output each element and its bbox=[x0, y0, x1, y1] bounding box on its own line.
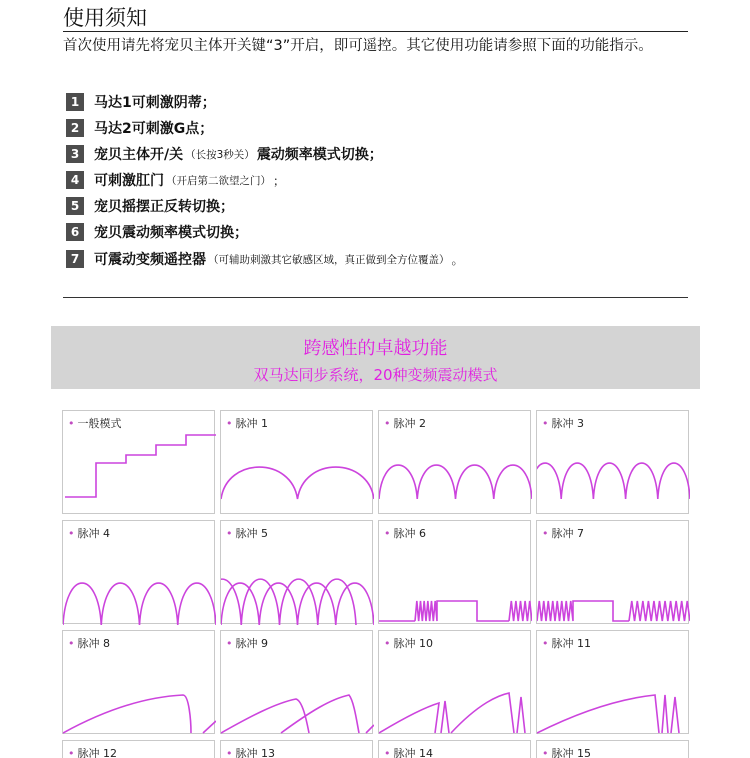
mode-panel bbox=[536, 410, 689, 514]
function-item-5 bbox=[66, 196, 234, 216]
bullet-icon: • bbox=[68, 527, 75, 540]
waveform-line bbox=[537, 601, 690, 621]
mode-panel bbox=[220, 410, 373, 514]
mode-label bbox=[226, 525, 268, 541]
bullet-icon: • bbox=[226, 637, 233, 650]
mode-panel bbox=[220, 740, 373, 758]
mode-panel bbox=[62, 520, 215, 624]
mode-label bbox=[68, 745, 117, 758]
waveform-line bbox=[379, 693, 525, 733]
mode-panel bbox=[536, 630, 689, 734]
waveform-line bbox=[379, 601, 532, 621]
title-divider bbox=[63, 31, 688, 32]
mode-label-text: 脉冲 7 bbox=[551, 527, 584, 540]
item-text: 马达1可刺激阴蒂； bbox=[94, 95, 216, 111]
number-badge: 4 bbox=[66, 171, 84, 189]
bullet-icon: • bbox=[384, 637, 391, 650]
mode-label bbox=[542, 525, 584, 541]
waveform-line bbox=[65, 435, 216, 497]
bullet-icon: • bbox=[68, 417, 75, 430]
mode-label bbox=[226, 415, 268, 431]
number-badge: 1 bbox=[66, 93, 84, 111]
mode-panel bbox=[62, 740, 215, 758]
item-text: 可震动变频遥控器 bbox=[94, 252, 206, 268]
item-text-tail: 。 bbox=[451, 252, 464, 267]
mode-label-text: 脉冲 12 bbox=[77, 747, 117, 758]
feature-banner bbox=[51, 326, 700, 389]
mode-label bbox=[384, 745, 433, 758]
bullet-icon: • bbox=[68, 637, 75, 650]
bullet-icon: • bbox=[542, 747, 549, 758]
item-text: 宠贝摇摆正反转切换； bbox=[94, 199, 234, 215]
mode-label-text: 脉冲 13 bbox=[235, 747, 275, 758]
mode-label-text: 脉冲 6 bbox=[393, 527, 426, 540]
waveform-line bbox=[221, 695, 374, 733]
mode-label bbox=[542, 745, 591, 758]
mode-label bbox=[384, 415, 426, 431]
mode-label bbox=[542, 415, 584, 431]
waveform-line bbox=[221, 579, 374, 625]
mode-panel bbox=[62, 630, 215, 734]
function-item-4 bbox=[66, 170, 285, 190]
bullet-icon: • bbox=[384, 747, 391, 758]
item-note: （长按3秒关） bbox=[185, 148, 255, 161]
item-text: 宠贝主体开/关 bbox=[94, 147, 184, 163]
bullet-icon: • bbox=[226, 747, 233, 758]
mode-panel bbox=[378, 740, 531, 758]
mode-label bbox=[542, 635, 591, 651]
mode-panel bbox=[378, 630, 531, 734]
waveform-line bbox=[537, 463, 690, 499]
mode-label-text: 脉冲 2 bbox=[393, 417, 426, 430]
item-text: 宠贝震动频率模式切换； bbox=[94, 225, 248, 241]
mode-label-text: 脉冲 15 bbox=[551, 747, 591, 758]
item-text: 可刺激肛门 bbox=[94, 173, 164, 189]
mode-label-text: 脉冲 5 bbox=[235, 527, 268, 540]
item-note: （开启第二欲望之门） bbox=[166, 174, 271, 187]
waveform-line bbox=[537, 695, 679, 733]
page-title: 使用须知 bbox=[63, 6, 147, 30]
bullet-icon: • bbox=[226, 527, 233, 540]
waveform-line bbox=[63, 583, 216, 625]
mode-label-text: 脉冲 4 bbox=[77, 527, 110, 540]
mode-label bbox=[226, 745, 275, 758]
number-badge: 3 bbox=[66, 145, 84, 163]
mode-panel bbox=[62, 410, 215, 514]
mode-label bbox=[68, 635, 110, 651]
number-badge: 2 bbox=[66, 119, 84, 137]
bullet-icon: • bbox=[542, 637, 549, 650]
item-note: （可辅助刺激其它敏感区域，真正做到全方位覆盖） bbox=[208, 253, 450, 266]
function-item-6 bbox=[66, 222, 248, 242]
mode-label-text: 脉冲 11 bbox=[551, 637, 591, 650]
number-badge: 6 bbox=[66, 223, 84, 241]
function-item-7 bbox=[66, 249, 464, 269]
mode-panel bbox=[220, 630, 373, 734]
function-item-3 bbox=[66, 144, 383, 164]
bullet-icon: • bbox=[542, 527, 549, 540]
item-text: 马达2可刺激G点； bbox=[94, 121, 214, 137]
mode-label-text: 脉冲 9 bbox=[235, 637, 268, 650]
banner-headline: 跨感性的卓越功能 bbox=[303, 338, 448, 359]
vibration-mode-grid bbox=[62, 410, 692, 758]
mode-label bbox=[384, 525, 426, 541]
mode-label bbox=[68, 415, 122, 431]
mode-label bbox=[68, 525, 110, 541]
mode-label bbox=[226, 635, 268, 651]
bullet-icon: • bbox=[68, 747, 75, 758]
number-badge: 7 bbox=[66, 250, 84, 268]
banner-subline: 双马达同步系统，20种变频震动模式 bbox=[253, 366, 498, 384]
item-text-tail: 震动频率模式切换； bbox=[256, 147, 383, 163]
waveform-line bbox=[221, 467, 374, 499]
mode-panel bbox=[220, 520, 373, 624]
function-item-2 bbox=[66, 118, 213, 138]
mode-label-text: 脉冲 8 bbox=[77, 637, 110, 650]
mode-label bbox=[384, 635, 433, 651]
number-badge: 5 bbox=[66, 197, 84, 215]
mode-panel bbox=[378, 520, 531, 624]
mode-panel bbox=[536, 740, 689, 758]
item-text-tail: ； bbox=[273, 173, 286, 188]
section-divider bbox=[63, 297, 688, 298]
bullet-icon: • bbox=[226, 417, 233, 430]
bullet-icon: • bbox=[384, 417, 391, 430]
waveform-line bbox=[63, 695, 216, 733]
mode-label-text: 脉冲 3 bbox=[551, 417, 584, 430]
intro-paragraph: 首次使用请先将宠贝主体开关键“3”开启，即可遥控。其它使用功能请参照下面的功能指示。 bbox=[63, 38, 653, 54]
bullet-icon: • bbox=[542, 417, 549, 430]
mode-panel bbox=[536, 520, 689, 624]
mode-label-text: 脉冲 1 bbox=[235, 417, 268, 430]
bullet-icon: • bbox=[384, 527, 391, 540]
waveform-line bbox=[379, 465, 532, 499]
mode-label-text: 脉冲 10 bbox=[393, 637, 433, 650]
mode-panel bbox=[378, 410, 531, 514]
mode-label-text: 脉冲 14 bbox=[393, 747, 433, 758]
mode-label-text: 一般模式 bbox=[77, 417, 122, 430]
function-item-1 bbox=[66, 92, 216, 112]
